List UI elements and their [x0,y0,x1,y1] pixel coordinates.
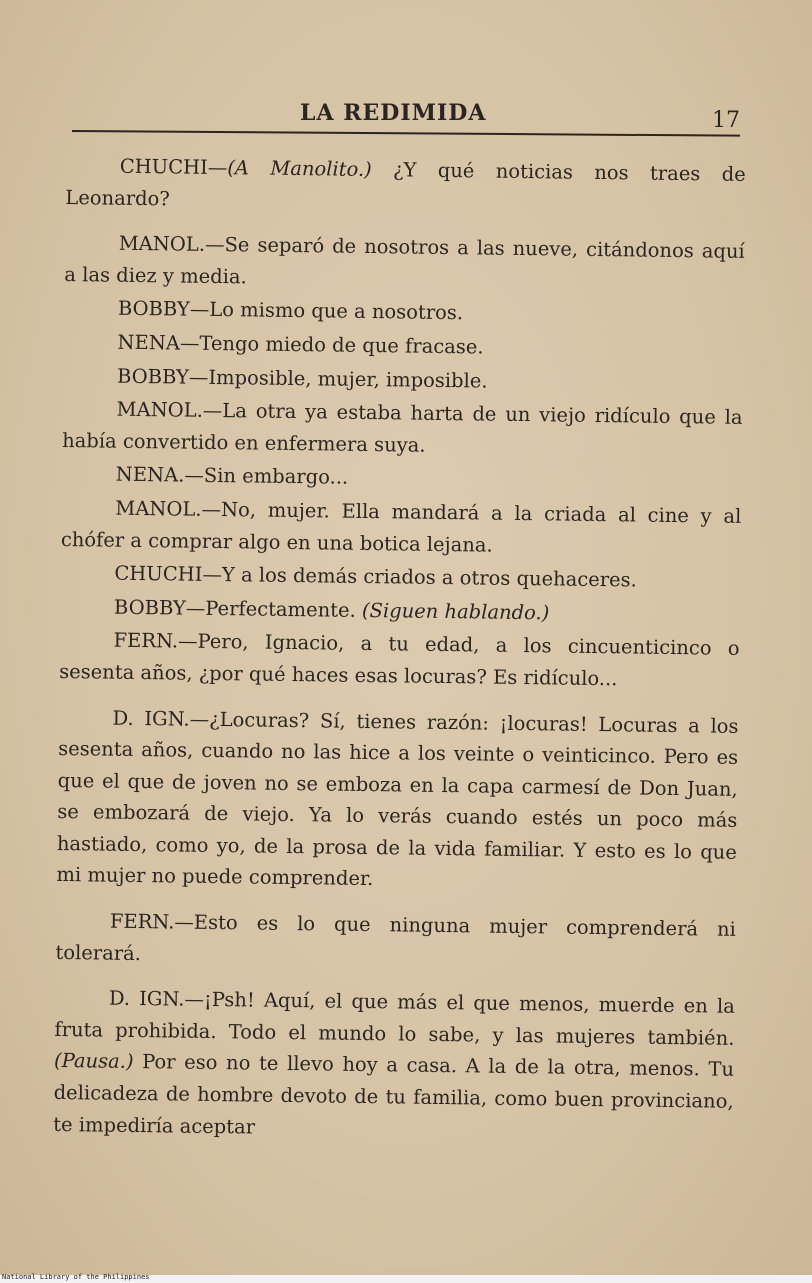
dialogue-text: Pero, Ignacio, a tu edad, a los cincuenticinco o sesenta años, ¿por qué haces esas locuras? Es ridículo... [59,630,740,691]
header-rule [72,130,740,137]
speaker: NENA.— [115,463,205,488]
page-number: 17 [712,108,740,133]
speaker: MANOL.— [116,397,223,423]
dialogue-text: Lo mismo que a nosotros. [209,298,464,325]
speaker: MANOL.— [115,496,222,521]
dialogue-text-continued: Por eso no te llevo hoy a casa. A la de la otra, menos. Tu delicadeza de hombre devoto de tu familia, como buen provinciano, te impediría aceptar [53,1050,735,1139]
speaker: CHUCHI— [119,154,228,180]
dialogue-paragraph [53,982,735,1149]
stage-direction: (Pausa.) [53,1049,134,1074]
running-title: LA REDIMIDA [300,100,487,126]
stage-direction: (Siguen hablando.) [361,598,550,625]
speaker: BOBBY— [113,595,206,620]
dialogue-paragraph [64,227,745,299]
stage-direction: (A Manolito.) [227,156,372,182]
dialogue-text: ¡Psh! Aquí, el que más el que menos, muerde en la fruta prohibida. Todo el mundo lo sabe, y las mujeres también. [54,988,735,1050]
dialogue-text: Sin embargo... [203,464,349,490]
page-header [72,100,740,148]
dialogue-paragraph [61,492,742,564]
dialogue-text: No, mujer. Ella mandará a la criada al cine y al chófer a comprar algo en una botica lejana. [60,497,742,557]
play-text [53,150,746,1151]
dialogue-paragraph [56,701,738,899]
dialogue-text: Esto es lo que ninguna mujer comprenderá ni tolerará. [55,910,737,965]
speaker: NENA— [117,330,200,355]
speaker: BOBBY— [116,364,209,389]
dialogue-text: Y a los demás criados a otros quehaceres. [221,563,637,592]
dialogue-text: ¿Locuras? Sí, tienes razón: ¡locuras! Locuras a los sesenta años, cuando no las hice a los veinte o veinticinco. Pero es que el que de joven no se emboza en la capa carmesí de Don Juan, se embozará de viejo. Ya lo verás cuando estés un poco más hastiado, como yo, de la prosa de la vida familiar. Y esto es lo que mi mujer no puede comprender. [56,707,739,891]
dialogue-text: Se separó de nosotros a las nueve, citándonos aquí a las diez y media. [64,233,745,289]
library-credit: National Library of the Philippines [2,1273,150,1281]
dialogue-text: Perfectamente. [205,596,363,622]
speaker: FERN.— [113,628,198,654]
speaker: FERN.— [109,909,195,934]
dialogue-paragraph [62,393,743,465]
dialogue-text: Tengo miedo de que fracase. [199,331,484,359]
dialogue-paragraph [65,150,746,222]
dialogue-text: ¿Y qué noticias nos traes de Leonardo? [65,158,746,210]
speaker: MANOL.— [118,231,225,257]
speaker: CHUCHI— [114,561,223,587]
speaker: D. IGN.— [108,986,205,1012]
dialogue-paragraph [55,905,736,977]
dialogue-paragraph [59,624,740,696]
dialogue-text: La otra ya estaba harta de un viejo ridículo que la había convertido en enfermera suya. [62,399,743,457]
speaker: D. IGN.— [112,706,210,731]
speaker: BOBBY— [117,297,210,322]
dialogue-text: Imposible, mujer, imposible. [208,365,488,393]
